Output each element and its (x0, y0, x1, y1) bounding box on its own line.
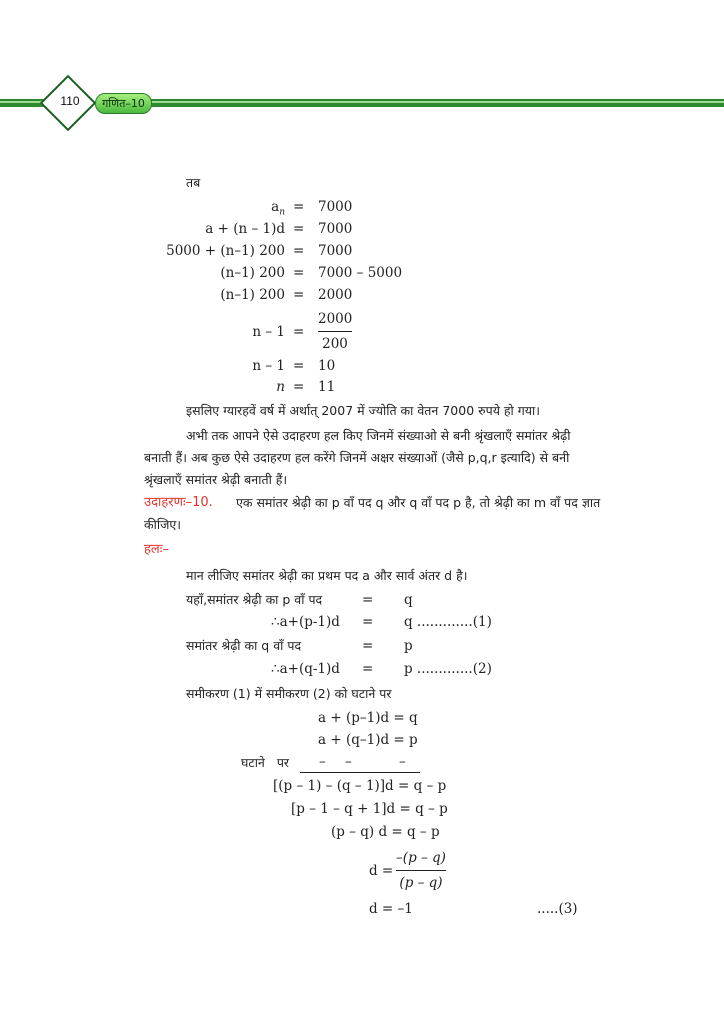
eq7-rhs: 10 (318, 358, 336, 374)
subject-tab: गणित–10 (95, 93, 152, 114)
row3-value: p (404, 638, 413, 654)
minus-sign-3: – (399, 754, 406, 770)
d-final: d = –1 (369, 901, 413, 917)
row3-label: समांतर श्रेढ़ी का q वाँ पद (186, 638, 302, 653)
assume-text: मान लीजिए समांतर श्रेढ़ी का प्रथम पद a और सार्व अंतर d है। (186, 568, 468, 583)
subtract-label: घटाने पर (241, 755, 290, 770)
minus-sign-2: – (345, 754, 352, 770)
subtract-eq-1: a + (p–1)d = q (318, 710, 418, 726)
example-label: उदाहरणः–10. (144, 495, 213, 510)
d-lhs: d = (369, 863, 394, 879)
d-denominator: (p – q) (399, 875, 443, 891)
eq1-rhs: 7000 (318, 199, 353, 215)
d-fraction-bar (396, 870, 446, 871)
result-eq-3: (p – q) d = q – p (331, 824, 440, 840)
page-number: 110 (60, 94, 80, 108)
eq8-lhs: n (276, 379, 285, 395)
result-eq-1: [(p – 1) – (q – 1)]d = q – p (273, 778, 447, 794)
eq5-rhs: 2000 (318, 287, 353, 303)
solution-label: हलः– (144, 542, 169, 557)
eq-ref-3: .....(3) (537, 901, 578, 917)
header-bar-right (150, 99, 724, 107)
subtraction-line (300, 772, 420, 773)
eq3-equals: = (293, 243, 305, 259)
row1-equals: = (362, 592, 374, 608)
row1-value: q (404, 592, 413, 608)
para-line-2: बनाती हैं। अब कुछ ऐसे उदाहरण हल करेंगे जिनमें अक्षर संख्याओं (जैसे p,q,r इत्यादि) से बनी (144, 450, 570, 465)
subtract-eq-2: a + (q–1)d = p (318, 732, 418, 748)
eq2-rhs: 7000 (318, 221, 353, 237)
row4-value: p .............(2) (404, 661, 492, 677)
para-line-1: अभी तक आपने ऐसे उदाहरण हल किए जिनमें संख्याओ से बनी श्रृंखलाएँ समांतर श्रेढ़ी (186, 428, 571, 443)
intro-text: तब (186, 175, 201, 190)
result-eq-2: [p – 1 – q + 1]d = q – p (291, 801, 448, 817)
row2-equals: = (362, 614, 374, 630)
eq1-equals: = (293, 199, 305, 215)
minus-sign-1: – (319, 754, 326, 770)
row1-label: यहाँ,समांतर श्रेढ़ी का p वाँ पद (186, 592, 323, 607)
para-line-3: श्रृंखलाएँ समांतर श्रेढ़ी बनाती हैं। (144, 472, 288, 487)
eq1-lhs: $a_n$ (271, 199, 285, 218)
eq4-lhs: (n–1) 200 (220, 265, 285, 281)
eq8-equals: = (293, 379, 305, 395)
d-numerator: –(p – q) (396, 850, 446, 866)
row4-equals: = (362, 661, 374, 677)
eq6-numerator: 2000 (318, 311, 353, 327)
eq6-lhs: n – 1 (252, 324, 285, 340)
conclusion-text: इसलिए ग्यारहवें वर्ष में अर्थात् 2007 में ज्योति का वेतन 7000 रुपये हो गया। (186, 403, 541, 418)
example-text-2: कीजिए। (144, 517, 182, 532)
eq4-equals: = (293, 265, 305, 281)
example-text-1: एक समांतर श्रेढ़ी का p वाँ पद q और q वाँ पद p है, तो श्रेढ़ी का m वाँ पद ज्ञात (236, 495, 601, 510)
row3-equals: = (362, 638, 374, 654)
row4-label: ∴a+(q-1)d (271, 661, 340, 677)
eq7-lhs: n – 1 (252, 358, 285, 374)
eq8-rhs: 11 (318, 379, 336, 395)
eq2-lhs: a + (n – 1)d (205, 221, 285, 237)
eq2-equals: = (293, 221, 305, 237)
eq6-equals: = (293, 324, 305, 340)
eq5-lhs: (n–1) 200 (220, 287, 285, 303)
eq4-rhs: 7000 – 5000 (318, 265, 403, 281)
eq6-fraction-bar (318, 331, 352, 332)
eq3-rhs: 7000 (318, 243, 353, 259)
eq6-denominator: 200 (322, 336, 348, 352)
eq3-lhs: 5000 + (n–1) 200 (166, 243, 285, 259)
eq5-equals: = (293, 287, 305, 303)
subtract-intro: समीकरण (1) में समीकरण (2) को घटाने पर (186, 686, 392, 701)
eq7-equals: = (293, 358, 305, 374)
row2-value: q .............(1) (404, 614, 492, 630)
row2-label: ∴a+(p-1)d (271, 614, 340, 630)
